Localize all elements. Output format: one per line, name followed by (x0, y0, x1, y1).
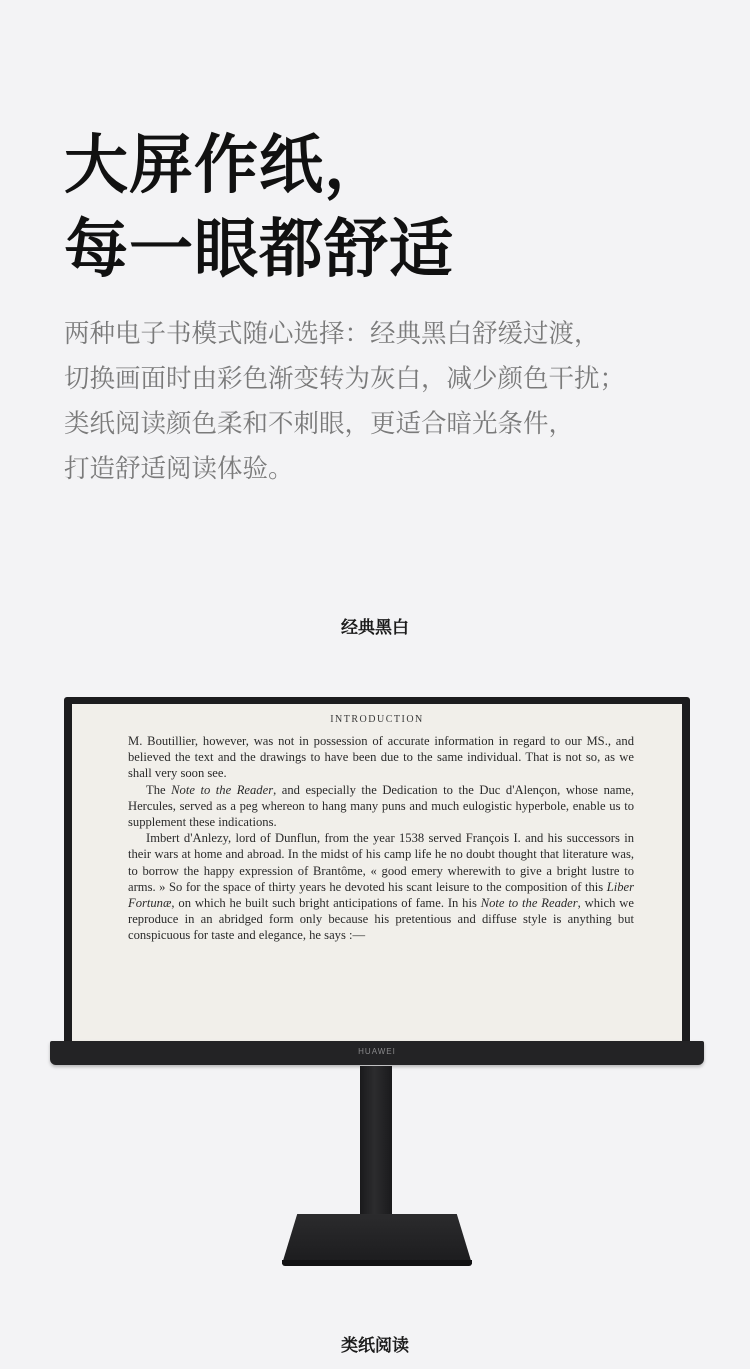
monitor-stand-foot (282, 1260, 472, 1266)
mode-label-classic-bw: 经典黑白 (341, 618, 409, 638)
description (64, 312, 704, 492)
book-paragraph-3 (128, 830, 634, 943)
monitor-image (50, 697, 704, 1067)
book-text: The (146, 782, 172, 797)
book-page-text (72, 733, 682, 944)
book-text: , and especially the Dedication to the Duc d'Alençon, whose name, Hercules, served as a peg whereon to hang many puns and much eulogistic hyperbole, enable us to supplement these indications. (128, 782, 634, 830)
monitor-brand-logo: HUAWEI (358, 1047, 396, 1056)
headline-line-2: 每一眼都舒适 (64, 213, 454, 287)
book-italic-text: Note to the Reader (171, 782, 274, 797)
headline (64, 124, 454, 292)
book-italic-text: Liber Fortunæ (128, 879, 634, 911)
book-paragraph-1: M. Boutillier, however, was not in possession of accurate information in regard to our MS., and believed the text and the drawings to have been due to the same individual. That is not so, as we shall very soon see. (128, 734, 634, 781)
headline-line-1: 大屏作纸， (64, 129, 389, 203)
description-line-1: 两种电子书模式随心选择：经典黑白舒缓过渡， (64, 319, 600, 349)
book-page-heading: INTRODUCTION (330, 714, 424, 725)
mode-label-paper-reading: 类纸阅读 (341, 1336, 409, 1356)
book-italic-text: Note to the Reader (480, 896, 578, 911)
description-line-4: 打造舒适阅读体验。 (64, 454, 294, 484)
book-text: , on which he built such bright anticipations of fame. In his (171, 896, 481, 911)
monitor-screen (72, 704, 682, 1051)
monitor-stand-neck (360, 1066, 392, 1226)
book-text: , which we reproduce in an abridged form only because his pretentious and diffuse style is anything but conspicuous for taste and elegance, he says :— (128, 896, 634, 943)
description-line-3: 类纸阅读颜色柔和不刺眼，更适合暗光条件， (64, 409, 575, 439)
book-paragraph-2 (128, 782, 634, 831)
description-line-2: 切换画面时由彩色渐变转为灰白，减少颜色干扰； (64, 364, 626, 394)
book-text: Imbert d'Anlezy, lord of Dunflun, from the year 1538 served François I. and his successors in their wars at home and abroad. In the midst of his camp life he no doubt thought that literature was, to borrow the happy expression of Brantôme, « good emery wherewith to give a bright lustre to arms. » So for the space of thirty years he devoted his scant leisure to the composition of this (128, 831, 634, 894)
monitor-chin (50, 1041, 704, 1065)
monitor-stand-base (282, 1214, 472, 1264)
